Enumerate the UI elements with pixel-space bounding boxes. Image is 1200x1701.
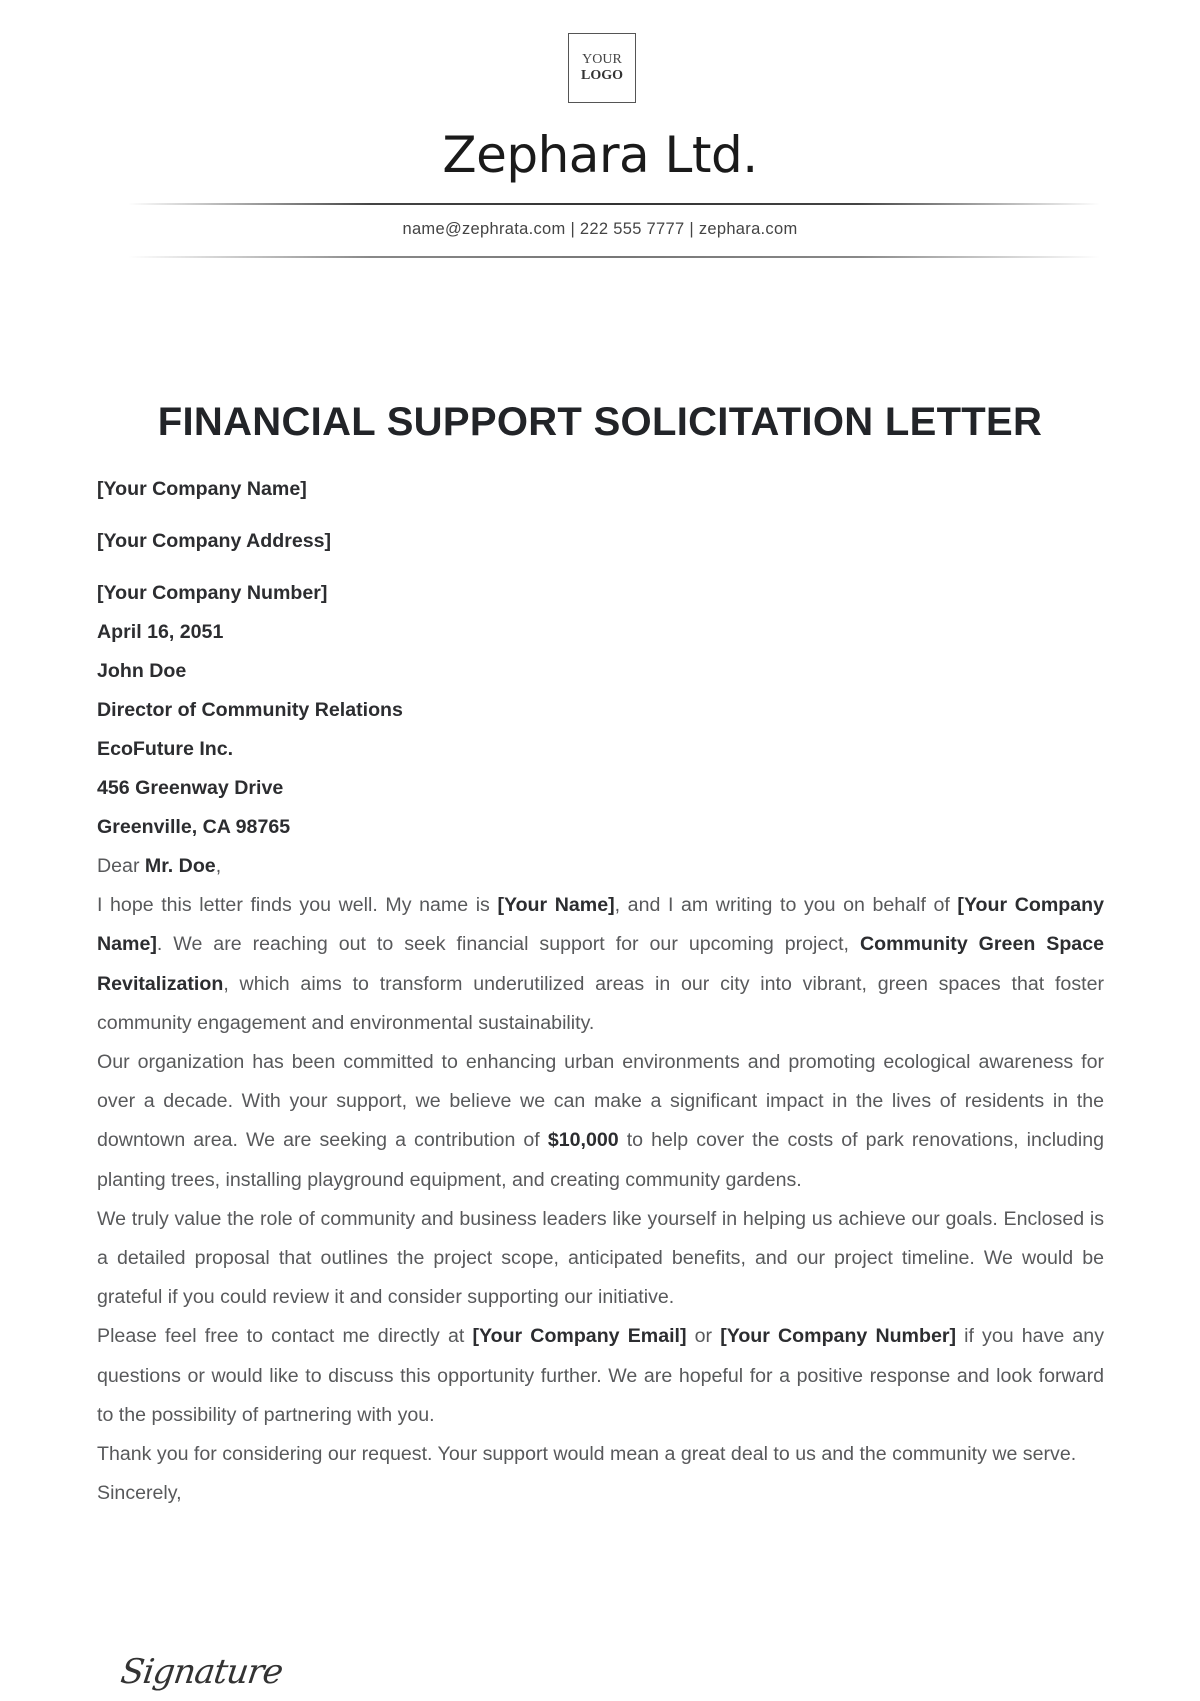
text: . We are reaching out to seek financial support for our upcoming project, [156, 933, 860, 956]
paragraph-intro [97, 886, 1104, 1043]
header-divider-top [128, 203, 1100, 205]
recipient-city: Greenville, CA 98765 [97, 816, 291, 838]
logo-line-2: LOGO [580, 68, 623, 83]
placeholder-company-email: [Your Company Email] [472, 1325, 687, 1348]
text: , and I am writing to you on behalf of [614, 894, 958, 917]
paragraph-proposal: We truly value the role of community and business leaders like yourself in helping us achieve our goals. Enclosed is a detailed proposal that outlines the project scope, anticipated benefits, and our project timeline. We would be grateful if you could review it and consider supporting our initiative. [97, 1207, 1104, 1309]
sender-company-name: [Your Company Name] [97, 478, 307, 500]
text: Our organization has been committed to enhancing urban environments and promoting ecological awareness for over a decade. With your support, we believe we can make a significant impact in the lives of residents in the downtown area. We are seeking a contribution of [97, 1051, 1104, 1152]
salutation-name: Mr. Doe [144, 855, 216, 877]
letter-date: April 16, 2051 [97, 621, 224, 643]
letter-body [97, 470, 1104, 1513]
paragraph-contact [97, 1317, 1104, 1435]
letter-title: FINANCIAL SUPPORT SOLICITATION LETTER [157, 400, 1043, 444]
logo-line-1: YOUR [582, 52, 622, 67]
text: if you have any questions or would like to discuss this opportunity further. We are hopeful for a positive response and look forward to the possibility of partnering with you. [97, 1325, 1104, 1426]
recipient-company: EcoFuture Inc. [97, 738, 234, 760]
text: to help cover the costs of park renovations, including planting trees, installing playground equipment, and creating community gardens. [97, 1129, 1104, 1191]
placeholder-company-name: [Your Company Name] [97, 894, 1104, 956]
contribution-amount: $10,000 [547, 1129, 619, 1152]
salutation-prefix: Dear [97, 855, 145, 877]
salutation [97, 847, 1104, 886]
header-divider-bottom [128, 256, 1100, 258]
recipient-name: John Doe [97, 660, 187, 682]
company-name: Zephara Ltd. [442, 126, 758, 184]
closing: Sincerely, [97, 1482, 182, 1505]
text: I hope this letter finds you well. My name is [97, 894, 498, 917]
paragraph-thanks: Thank you for considering our request. Your support would mean a great deal to us and the community we serve. [97, 1443, 1077, 1466]
paragraph-request [97, 1043, 1104, 1200]
sender-company-number: [Your Company Number] [97, 582, 328, 604]
sender-company-address: [Your Company Address] [97, 530, 332, 552]
placeholder-company-number: [Your Company Number] [720, 1325, 956, 1348]
recipient-title: Director of Community Relations [97, 699, 403, 721]
salutation-suffix: , [215, 855, 222, 877]
signature: Signature [118, 1652, 285, 1692]
placeholder-your-name: [Your Name] [497, 894, 615, 917]
recipient-street: 456 Greenway Drive [97, 777, 284, 799]
text: or [686, 1325, 721, 1348]
company-contact-line: name@zephrata.com | 222 555 7777 | zephara.com [402, 220, 798, 238]
text: , which aims to transform underutilized areas in our city into vibrant, green spaces that foster community engagement and environmental sustainability. [97, 972, 1104, 1034]
company-logo-placeholder [568, 33, 636, 103]
text: Please feel free to contact me directly at [97, 1325, 473, 1348]
project-name: Community Green Space Revitalization [97, 933, 1104, 995]
